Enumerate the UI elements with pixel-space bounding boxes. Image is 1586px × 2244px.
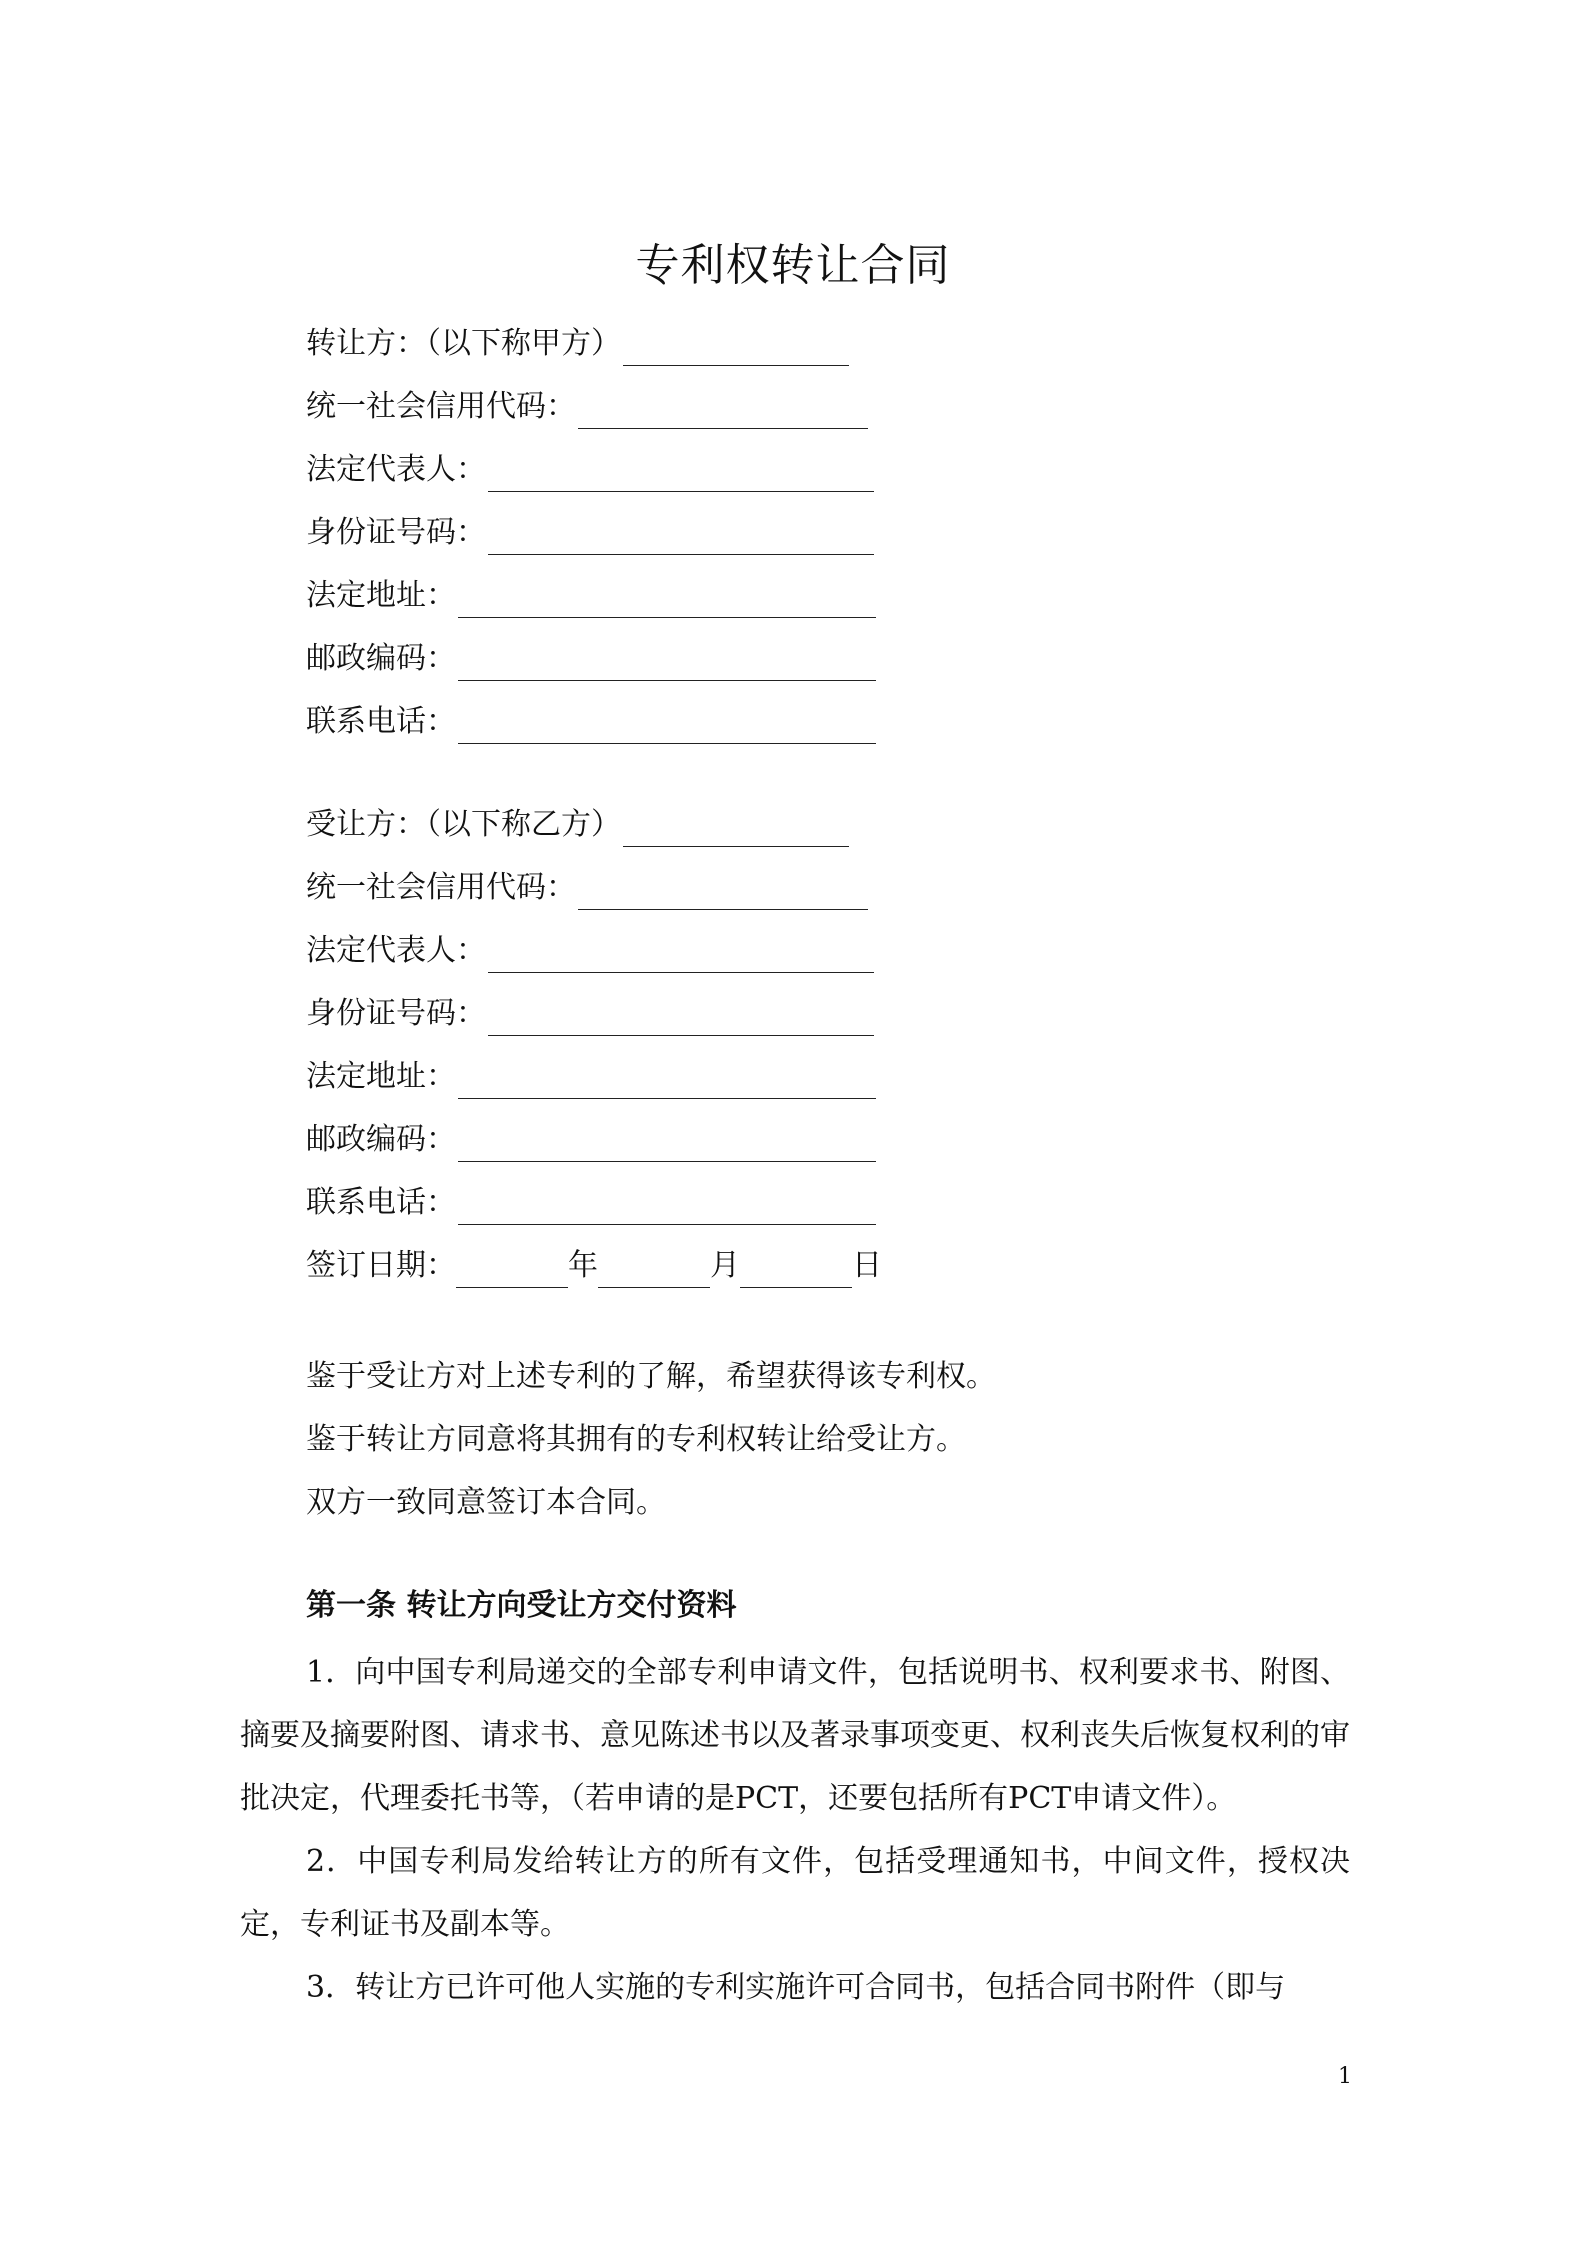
- party-b-postcode-blank[interactable]: [458, 1129, 876, 1162]
- party-a-name-blank[interactable]: [623, 333, 849, 366]
- party-b-legal-rep-field: [306, 929, 874, 973]
- party-a-name-label: 转让方：（以下称甲方）: [306, 326, 621, 361]
- party-b-credit-code-label: 统一社会信用代码：: [306, 870, 576, 905]
- party-b-address-blank[interactable]: [458, 1066, 876, 1099]
- article-1-item-2: 2．中国专利局发给转让方的所有文件，包括受理通知书，中间文件，授权决定，专利证书及副本等。: [240, 1844, 1350, 1942]
- party-b-phone-label: 联系电话：: [306, 1185, 456, 1220]
- party-a-phone-label: 联系电话：: [306, 704, 456, 739]
- party-a-credit-code-blank[interactable]: [578, 396, 868, 429]
- party-b-name-label: 受让方：（以下称乙方）: [306, 807, 621, 842]
- year-label: 年: [568, 1248, 598, 1283]
- party-a-id-number-label: 身份证号码：: [306, 515, 486, 550]
- party-a-postcode-label: 邮政编码：: [306, 641, 456, 676]
- signing-day-blank[interactable]: [740, 1255, 852, 1288]
- party-b-address-field: [306, 1055, 876, 1099]
- party-b-id-number-blank[interactable]: [488, 1003, 874, 1036]
- recital-1: 鉴于受让方对上述专利的了解，希望获得该专利权。: [306, 1359, 996, 1394]
- recital-3: 双方一致同意签订本合同。: [306, 1485, 666, 1520]
- party-b-name-blank[interactable]: [623, 814, 849, 847]
- party-b-credit-code-blank[interactable]: [578, 877, 868, 910]
- party-a-credit-code-field: [306, 385, 868, 429]
- article-1-item-3: 3．转让方已许可他人实施的专利实施许可合同书，包括合同书附件（即与: [306, 1970, 1286, 2005]
- party-b-credit-code-field: [306, 866, 868, 910]
- party-a-phone-field: [306, 700, 876, 744]
- page-number: 1: [1338, 2064, 1352, 2089]
- party-b-name-field: [306, 803, 849, 847]
- document-title: 专利权转让合同: [635, 240, 951, 291]
- party-a-postcode-blank[interactable]: [458, 648, 876, 681]
- signing-date-field: [306, 1244, 882, 1288]
- party-a-address-field: [306, 574, 876, 618]
- party-a-credit-code-label: 统一社会信用代码：: [306, 389, 576, 424]
- party-a-address-label: 法定地址：: [306, 578, 456, 613]
- day-label: 日: [852, 1248, 882, 1283]
- party-b-id-number-label: 身份证号码：: [306, 996, 486, 1031]
- party-b-phone-blank[interactable]: [458, 1192, 876, 1225]
- party-b-legal-rep-label: 法定代表人：: [306, 933, 486, 968]
- signing-date-label: 签订日期：: [306, 1248, 456, 1283]
- party-a-legal-rep-blank[interactable]: [488, 459, 874, 492]
- signing-year-blank[interactable]: [456, 1255, 568, 1288]
- article-1-item-1: 1．向中国专利局递交的全部专利申请文件，包括说明书、权利要求书、附图、摘要及摘要附图、请求书、意见陈述书以及著录事项变更、权利丧失后恢复权利的审批决定，代理委托书等，（若申请的是PCT，还要包括所有PCT申请文件）。: [240, 1655, 1350, 1816]
- party-a-address-blank[interactable]: [458, 585, 876, 618]
- party-b-postcode-field: [306, 1118, 876, 1162]
- article-1-body: [240, 1641, 1350, 2019]
- recital-2: 鉴于转让方同意将其拥有的专利权转让给受让方。: [306, 1422, 966, 1457]
- party-b-id-number-field: [306, 992, 874, 1036]
- party-b-address-label: 法定地址：: [306, 1059, 456, 1094]
- party-a-phone-blank[interactable]: [458, 711, 876, 744]
- party-a-id-number-blank[interactable]: [488, 522, 874, 555]
- party-a-name-field: [306, 322, 849, 366]
- month-label: 月: [710, 1248, 740, 1283]
- party-b-legal-rep-blank[interactable]: [488, 940, 874, 973]
- party-a-legal-rep-label: 法定代表人：: [306, 452, 486, 487]
- party-a-legal-rep-field: [306, 448, 874, 492]
- article-1-heading: 第一条 转让方向受让方交付资料: [306, 1588, 737, 1623]
- signing-month-blank[interactable]: [598, 1255, 710, 1288]
- party-a-id-number-field: [306, 511, 874, 555]
- party-b-phone-field: [306, 1181, 876, 1225]
- party-a-postcode-field: [306, 637, 876, 681]
- party-b-postcode-label: 邮政编码：: [306, 1122, 456, 1157]
